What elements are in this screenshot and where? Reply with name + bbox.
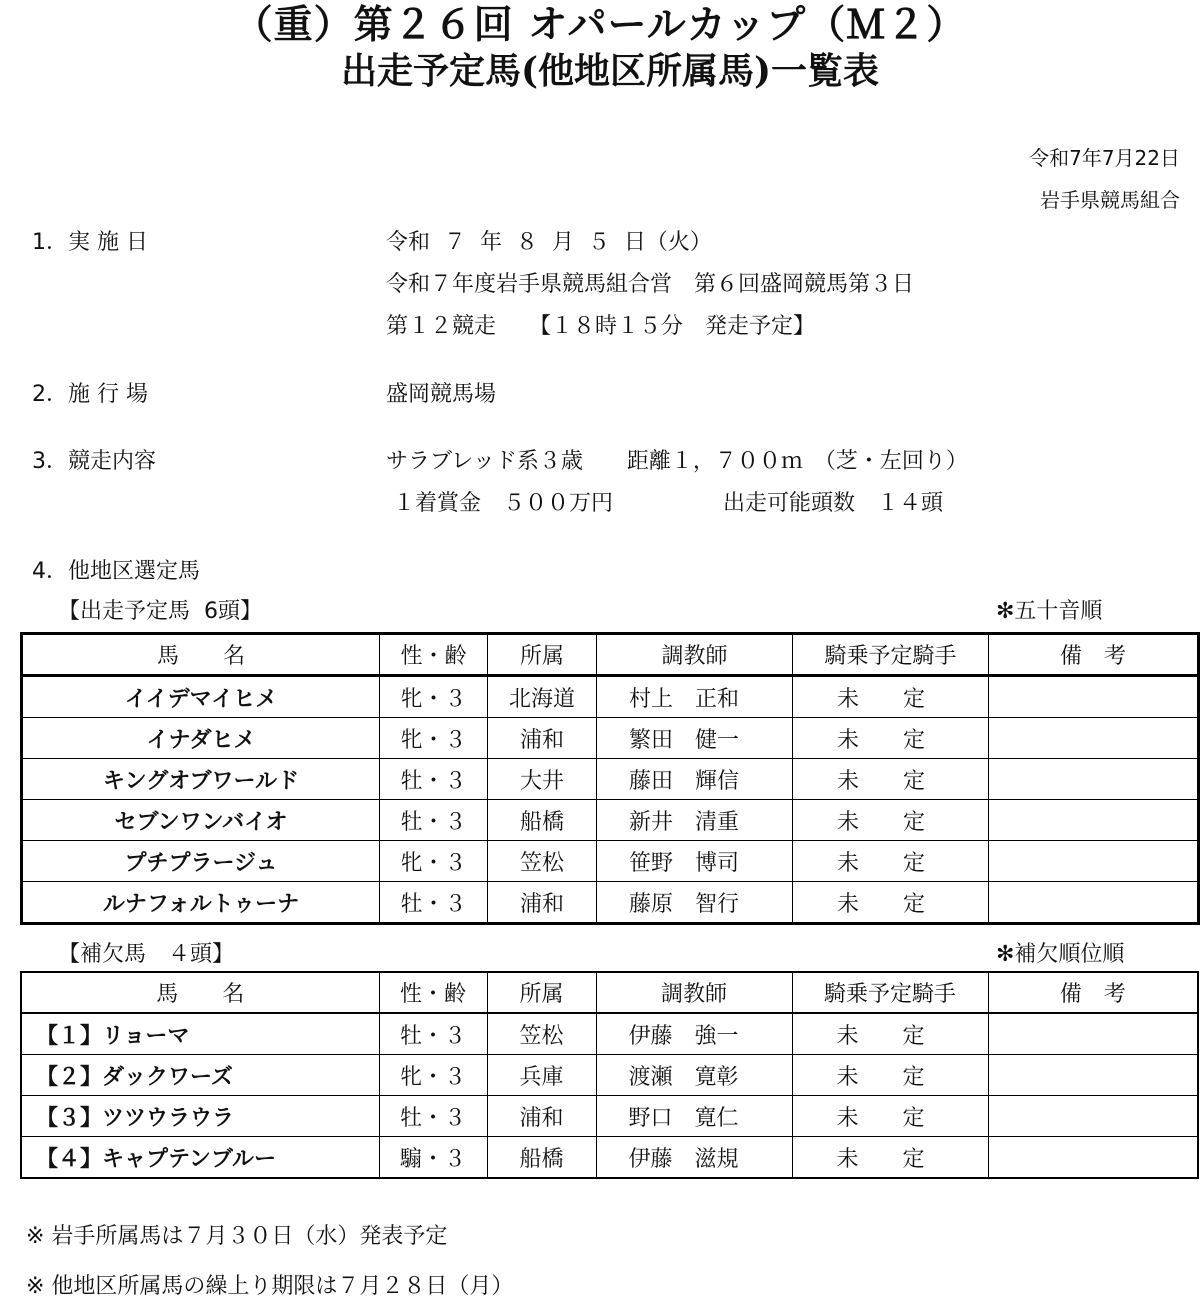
section-2-label: 2．施 行 場 [32,382,148,407]
note-announcement: ※ 岩手所属馬は７月３０日（水）発表予定 [26,1224,448,1249]
starters-caption: 【出走予定馬 6頭】 [58,599,262,624]
affiliation: 笠松 [488,841,597,882]
sex-age: 牡・３ [380,759,488,800]
section-3-label: 3．競走内容 [32,449,156,474]
affiliation: 船橋 [487,1137,596,1179]
race-date: 令和 ７ 年 ８ 月 ５ 日（火） [386,230,712,255]
affiliation: 浦和 [487,1096,596,1137]
remarks [989,676,1199,718]
table-row [21,1137,1198,1179]
column-header: 所属 [487,972,596,1013]
jockey: 未 定 [792,1137,988,1179]
column-header: 性・齢 [379,972,487,1013]
affiliation: 浦和 [488,718,597,759]
issue-date: 令和7年7月22日 [1029,146,1180,170]
starters-order-note: ✻五十音順 [996,599,1103,624]
horse-name: イイデマイヒメ [22,676,380,718]
sex-age: 牡・３ [380,800,488,841]
column-header: 騎乗予定騎手 [793,634,989,676]
trainer: 藤田 輝信 [597,759,793,800]
reserves-order-note: ✻補欠順位順 [996,942,1125,967]
affiliation: 浦和 [488,882,597,924]
horse-name: 【２】ダックワーズ [21,1055,379,1096]
sex-age: 牝・３ [380,841,488,882]
meeting-info: 令和７年度岩手県競馬組合営 第６回盛岡競馬第３日 [386,272,915,297]
affiliation: 北海道 [488,676,597,718]
trainer: 藤原 智行 [597,882,793,924]
column-header: 騎乗予定騎手 [792,972,988,1013]
sex-age: 牝・３ [379,1055,487,1096]
remarks [988,1096,1198,1137]
jockey: 未 定 [792,1013,988,1055]
reserves-table [20,971,1199,1179]
jockey: 未 定 [793,718,989,759]
venue: 盛岡競馬場 [386,382,497,407]
organizer: 岩手県競馬組合 [1040,188,1180,212]
remarks [989,800,1199,841]
jockey: 未 定 [793,882,989,924]
table-header-row [22,634,1199,676]
jockey: 未 定 [793,676,989,718]
race-number-time: 第１２競走 【１８時１５分 発走予定】 [386,314,816,339]
affiliation: 船橋 [488,800,597,841]
table-row [22,882,1199,924]
jockey: 未 定 [793,759,989,800]
starters-table [20,632,1200,925]
reserves-caption: 【補欠馬 ４頭】 [58,942,235,967]
trainer: 繁田 健一 [597,718,793,759]
remarks [988,1055,1198,1096]
sex-age: 騸・３ [379,1137,487,1179]
jockey: 未 定 [793,800,989,841]
horse-name: プチプラージュ [22,841,380,882]
affiliation: 笠松 [487,1013,596,1055]
horse-name: 【４】キャプテンブルー [21,1137,379,1179]
section-4-label: 4．他地区選定馬 [32,559,200,584]
horse-name: 【１】リョーマ [21,1013,379,1055]
table-row [21,1013,1198,1055]
section-1-label: 1．実 施 日 [32,230,148,255]
table-header-row [21,972,1198,1013]
horse-name: 【３】ツツウラウラ [21,1096,379,1137]
race-conditions: サラブレッド系３歳 距離１，７００ｍ （芝・左回り） [386,449,968,474]
prize-and-capacity: １着賞金 ５００万円 出走可能頭数 １４頭 [386,491,943,516]
page-title: （重）第２６回 オパールカップ（Ｍ２） [233,2,967,48]
horse-name: セブンワンバイオ [22,800,380,841]
horse-name: イナダヒメ [22,718,380,759]
column-header: 馬 名 [22,634,380,676]
column-header: 調教師 [596,972,792,1013]
remarks [988,1137,1198,1179]
jockey: 未 定 [793,841,989,882]
trainer: 新井 清重 [597,800,793,841]
jockey: 未 定 [792,1096,988,1137]
remarks [988,1013,1198,1055]
column-header: 備 考 [988,972,1198,1013]
remarks [989,841,1199,882]
sex-age: 牡・３ [379,1013,487,1055]
table-row [22,676,1199,718]
column-header: 性・齢 [380,634,488,676]
remarks [989,718,1199,759]
table-row [22,841,1199,882]
sex-age: 牝・３ [380,718,488,759]
table-row [22,718,1199,759]
trainer: 伊藤 強一 [596,1013,792,1055]
column-header: 備 考 [989,634,1199,676]
jockey: 未 定 [792,1055,988,1096]
trainer: 村上 正和 [597,676,793,718]
trainer: 渡瀬 寛彰 [596,1055,792,1096]
table-row [21,1096,1198,1137]
column-header: 調教師 [597,634,793,676]
note-deadline: ※ 他地区所属馬の繰上り期限は７月２８日（月） [26,1274,514,1299]
remarks [989,759,1199,800]
column-header: 馬 名 [21,972,379,1013]
horse-name: キングオブワールド [22,759,380,800]
sex-age: 牡・３ [379,1096,487,1137]
table-row [21,1055,1198,1096]
sex-age: 牝・３ [380,676,488,718]
table-row [22,759,1199,800]
trainer: 伊藤 滋規 [596,1137,792,1179]
remarks [989,882,1199,924]
page-subtitle: 出走予定馬(他地区所属馬)一覧表 [340,50,880,92]
trainer: 笹野 博司 [597,841,793,882]
horse-name: ルナフォルトゥーナ [22,882,380,924]
affiliation: 兵庫 [487,1055,596,1096]
trainer: 野口 寛仁 [596,1096,792,1137]
table-row [22,800,1199,841]
affiliation: 大井 [488,759,597,800]
column-header: 所属 [488,634,597,676]
sex-age: 牡・３ [380,882,488,924]
